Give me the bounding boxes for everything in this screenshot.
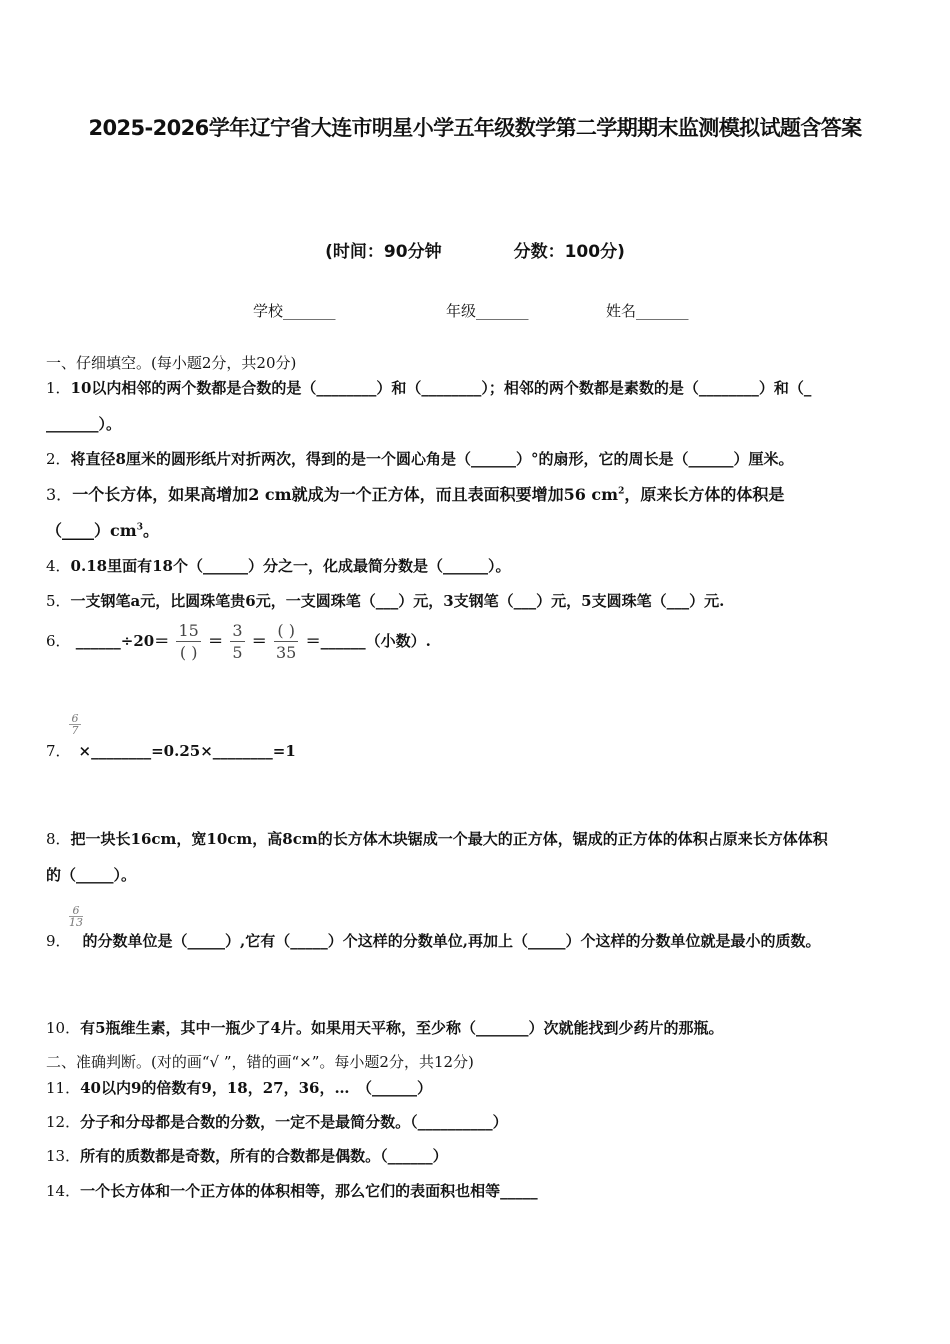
question-text: 40以内9的倍数有9，18，27，36，… （______） (80, 1079, 432, 1097)
question-number: 13． (46, 1147, 81, 1165)
exam-score: 分数：100分) (513, 242, 625, 262)
question-12 (46, 1111, 508, 1132)
question-3 (46, 482, 784, 505)
equals-sign: ＝ (208, 632, 224, 650)
question-number: 5． (46, 592, 71, 610)
numerator: 15 (178, 621, 199, 640)
equals-sign: ＝ (251, 632, 267, 650)
numerator: 3 (232, 621, 243, 640)
fraction (230, 622, 244, 662)
question-number: 4． (46, 557, 71, 575)
question-text: 一个长方体，如果高增加2 cm就成为一个正方体，而且表面积要增加56 cm (72, 485, 619, 504)
question-number: 11． (46, 1079, 81, 1097)
question-text: ×________=0.25×________=1 (78, 742, 296, 760)
question-text: 将直径8厘米的圆形纸片对折两次，得到的是一个圆心角是（______）°的扇形，它的周长是（______）厘米。 (70, 450, 794, 468)
question-number: 9． (46, 932, 71, 950)
question-number: 14． (46, 1182, 81, 1200)
question-1 (46, 377, 811, 398)
question-text: 把一块长16cm，宽10cm，高8cm的长方体木块锯成一个最大的正方体，锯成的正方体的体积占原来长方体体积 (70, 830, 828, 848)
question-3-continued (46, 518, 159, 541)
question-number: 12． (46, 1113, 81, 1131)
numerator: 6 (69, 713, 81, 725)
question-number: 7． (46, 742, 71, 760)
question-5 (46, 590, 724, 611)
question-13 (46, 1145, 448, 1166)
question-text: 。 (142, 521, 159, 540)
question-text: 一个长方体和一个正方体的体积相等，那么它们的表面积也相等_____ (80, 1182, 538, 1200)
question-1-continued: _______）。 (46, 415, 122, 433)
question-4 (46, 555, 510, 576)
question-10 (46, 1017, 723, 1038)
question-text: ______÷20＝ (75, 632, 170, 650)
superscript: 3 (136, 522, 143, 533)
denominator: ( ) (179, 643, 198, 662)
denominator: 7 (71, 724, 79, 737)
section-2-heading: 二、准确判断。(对的画“√ ”，错的画“×”。每小题2分，共12分) (46, 1053, 474, 1071)
name-field: 姓名_______ (606, 302, 689, 320)
superscript: 2 (618, 486, 625, 497)
question-text: ＝______（小数）. (305, 632, 431, 650)
numerator: ( ) (274, 622, 298, 642)
exam-time-score (0, 237, 950, 262)
question-number: 8． (46, 830, 71, 848)
question-number: 3． (46, 485, 73, 504)
denominator: 5 (232, 643, 243, 662)
page-title: 2025-2026学年辽宁省大连市明星小学五年级数学第二学期期末监测模拟试题含答案 (88, 116, 862, 140)
denominator: 13 (69, 916, 83, 929)
fraction-6-7 (69, 713, 81, 736)
question-text: （____）cm (46, 521, 137, 540)
question-9 (46, 930, 821, 951)
question-text: 0.18里面有18个（______）分之一，化成最简分数是（______）。 (70, 557, 511, 575)
denominator: 35 (275, 643, 297, 662)
question-11 (46, 1077, 432, 1098)
question-8-continued: 的（_____）。 (46, 866, 137, 884)
question-7 (46, 740, 296, 761)
grade-field: 年级_______ (446, 302, 529, 320)
question-6 (46, 622, 431, 662)
question-8 (46, 828, 828, 849)
question-text: ，原来长方体的体积是 (624, 485, 785, 504)
question-number: 6． (46, 632, 71, 650)
fraction-6-13 (69, 905, 83, 928)
question-number: 1． (46, 379, 71, 397)
question-number: 10． (46, 1019, 81, 1037)
question-text: 的分数单位是（_____）,它有（_____）个这样的分数单位,再加上（_____）个这样的分数单位就是最小的质数。 (82, 932, 821, 950)
numerator: 6 (69, 905, 83, 917)
question-text: 所有的质数都是奇数，所有的合数都是偶数。（______） (80, 1147, 448, 1165)
question-text: 分子和分母都是合数的分数，一定不是最简分数。（__________） (80, 1113, 508, 1131)
fraction (176, 622, 200, 662)
question-text: 有5瓶维生素，其中一瓶少了4片。如果用天平称，至少称（_______）次就能找到少药片的那瓶。 (80, 1019, 724, 1037)
section-1-heading: 一、仔细填空。(每小题2分，共20分) (46, 354, 297, 372)
question-2 (46, 448, 794, 469)
school-field: 学校_______ (253, 302, 336, 320)
question-text: 一支钢笔a元，比圆珠笔贵6元，一支圆珠笔（___）元，3支钢笔（___）元，5支圆珠笔（___）元. (70, 592, 725, 610)
question-number: 2． (46, 450, 71, 468)
question-14 (46, 1180, 538, 1201)
question-text: 10以内相邻的两个数都是合数的是（________）和（________）；相邻的两个数都是素数的是（________）和（_ (70, 379, 812, 397)
exam-time: (时间：90分钟 (325, 242, 442, 262)
fraction (274, 622, 298, 662)
